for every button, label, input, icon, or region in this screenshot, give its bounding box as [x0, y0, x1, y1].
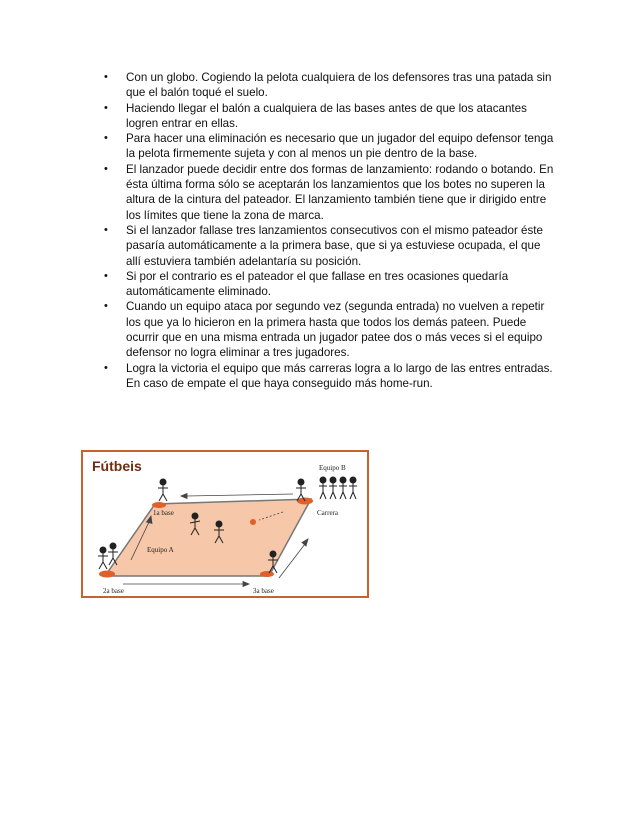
list-item-text: Haciendo llegar el balón a cualquiera de las bases antes de que los atacantes logren entrar en ellas. — [126, 101, 527, 130]
player-icon — [98, 547, 108, 569]
list-item-text: Logra la victoria el equipo que más carreras logra a lo largo de las entres entradas. En caso de empate el que haya conseguido más home-run. — [126, 361, 553, 390]
player-icon — [158, 479, 168, 501]
list-item-text: El lanzador puede decidir entre dos formas de lanzamiento: rodando o botando. En ésta última forma sólo se aceptarán los lanzamientos que los botes no superen la altura de la cintura del pateador. El lanzamiento también tiene que ir dirigido entre los límites que tiene la zona de marca. — [126, 162, 554, 222]
player-icon — [319, 477, 327, 499]
player-icon — [329, 477, 337, 499]
bullet-icon: • — [104, 300, 108, 313]
ball — [250, 519, 256, 525]
player-icon — [339, 477, 347, 499]
bullet-icon: • — [104, 223, 108, 236]
list-item-text: Si el lanzador fallase tres lanzamientos consecutivos con el mismo pateador éste pasaría automáticamente a la primera base, que si ya estuviese ocupada, el que allí estuviera también adelantaría su posición. — [126, 223, 543, 268]
list-item-text: Con un globo. Cogiendo la pelota cualquiera de los defensores tras una patada sin que el balón toqué el suelo. — [126, 71, 552, 100]
player-icon — [349, 477, 357, 499]
field-area — [105, 499, 311, 576]
list-item — [104, 223, 554, 269]
bullet-icon: • — [104, 71, 108, 83]
list-item — [104, 269, 554, 300]
list-item — [104, 299, 554, 360]
list-item — [104, 361, 554, 392]
list-item — [104, 101, 554, 132]
bullet-icon: • — [104, 101, 108, 114]
rules-list — [104, 70, 554, 391]
list-item-text: Cuando un equipo ataca por segundo vez (segunda entrada) no vuelven a repetir los que ya lo hicieron en la primera hasta que todos los demás pateen. Puede ocurrir que en una misma entrada un jugador patee dos o más veces si el equipo defensor no logra eliminar a tres jugadores. — [126, 300, 545, 360]
bullet-icon: • — [104, 361, 108, 374]
bullet-icon: • — [104, 269, 108, 282]
figure-title: Fútbeis — [92, 458, 142, 474]
list-item — [104, 162, 554, 223]
label-second-base: 2a base — [103, 587, 124, 595]
label-carrera: Carrera — [317, 509, 338, 517]
label-third-base: 3a base — [253, 587, 274, 595]
futbeis-diagram — [81, 450, 369, 598]
list-item — [104, 131, 554, 162]
second-base — [99, 571, 115, 578]
list-item-text: Para hacer una eliminación es necesario que un jugador del equipo defensor tenga la pelota firmemente sujeta y con al menos un pie dentro de la base. — [126, 132, 554, 161]
third-base — [260, 571, 274, 577]
label-equipo-a: Equipo A — [147, 546, 174, 554]
bullet-icon: • — [104, 132, 108, 145]
bullet-icon: • — [104, 162, 108, 175]
first-base — [152, 502, 166, 508]
list-item — [104, 70, 554, 101]
label-first-base: 1a base — [153, 509, 174, 517]
label-equipo-b: Equipo B — [319, 464, 346, 472]
list-item-text: Si por el contrario es el pateador el que fallase en tres ocasiones quedaría automáticamente eliminado. — [126, 269, 509, 299]
